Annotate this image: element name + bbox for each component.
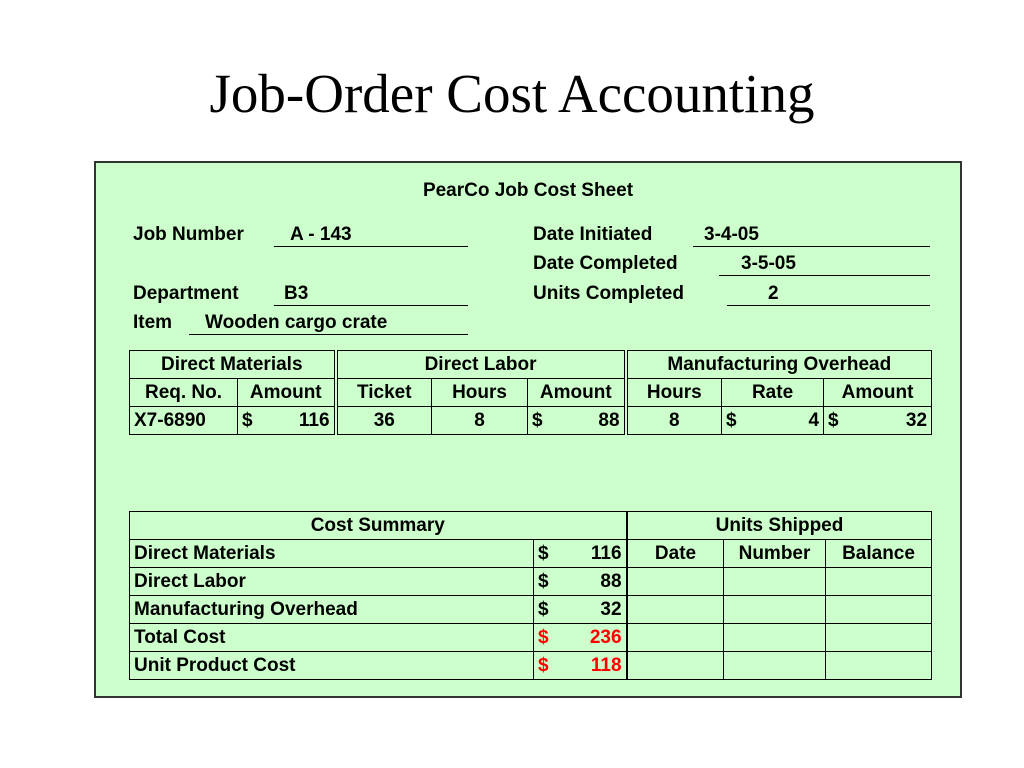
summary-amount-cell — [534, 540, 628, 568]
job-cost-sheet — [94, 161, 962, 698]
col-dm-amount: Amount — [238, 379, 336, 407]
table-row — [628, 596, 932, 624]
summary-label: Total Cost — [130, 624, 534, 652]
item-label: Item — [133, 312, 173, 333]
table-row — [628, 652, 932, 680]
mo-hours-cell: 8 — [626, 407, 722, 435]
unit-product-cost-value: 118 — [590, 655, 622, 676]
empty-cell — [628, 596, 724, 624]
ticket-cell: 36 — [336, 407, 432, 435]
table-row — [130, 596, 628, 624]
dl-amount-cell — [528, 407, 626, 435]
summary-label: Direct Labor — [130, 568, 534, 596]
job-number-value: A - 143 — [290, 224, 352, 245]
summary-amount-value: 116 — [590, 543, 622, 564]
date-initiated-value: 3-4-05 — [704, 224, 759, 245]
req-no-cell: X7-6890 — [130, 407, 238, 435]
date-completed-field — [719, 253, 930, 276]
dm-amount-cell — [238, 407, 336, 435]
group-manufacturing-overhead: Manufacturing Overhead — [626, 351, 932, 379]
units-completed-field — [727, 283, 930, 306]
col-date: Date — [628, 540, 724, 568]
summary-label: Direct Materials — [130, 540, 534, 568]
dm-amount-value: 116 — [298, 410, 330, 431]
group-direct-materials: Direct Materials — [130, 351, 336, 379]
date-initiated-label: Date Initiated — [533, 224, 653, 245]
cost-detail-table — [129, 350, 932, 435]
col-req-no: Req. No. — [130, 379, 238, 407]
col-ticket: Ticket — [336, 379, 432, 407]
department-value: B3 — [284, 283, 309, 304]
item-value: Wooden cargo crate — [205, 312, 388, 333]
currency-symbol: $ — [242, 410, 253, 431]
department-label: Department — [133, 283, 239, 304]
item-field — [189, 312, 468, 335]
table-row — [130, 407, 932, 435]
table-row — [130, 652, 628, 680]
empty-cell — [628, 568, 724, 596]
currency-symbol: $ — [538, 655, 549, 676]
table-row — [628, 624, 932, 652]
dl-hours-cell: 8 — [432, 407, 528, 435]
empty-cell — [628, 624, 724, 652]
rate-value: 4 — [808, 410, 820, 431]
currency-symbol: $ — [538, 571, 549, 592]
summary-amount-cell — [534, 624, 628, 652]
mo-amount-cell — [824, 407, 932, 435]
department-field — [274, 283, 468, 306]
currency-symbol: $ — [538, 627, 549, 648]
table-row — [130, 624, 628, 652]
empty-cell — [826, 624, 932, 652]
date-completed-label: Date Completed — [533, 253, 678, 274]
units-shipped-table — [627, 511, 932, 680]
group-header-row — [130, 351, 932, 379]
currency-symbol: $ — [828, 410, 839, 431]
currency-symbol: $ — [726, 410, 737, 431]
units-shipped-header-row — [628, 512, 932, 540]
cost-summary-header-row — [130, 512, 628, 540]
date-completed-value: 3-5-05 — [741, 253, 796, 274]
cost-summary-table — [129, 511, 630, 680]
empty-cell — [826, 568, 932, 596]
table-row — [130, 540, 628, 568]
summary-amount-value: 32 — [600, 599, 622, 620]
dl-amount-value: 88 — [598, 410, 620, 431]
units-completed-label: Units Completed — [533, 283, 684, 304]
empty-cell — [724, 596, 826, 624]
units-shipped-column-row — [628, 540, 932, 568]
col-mo-hours: Hours — [626, 379, 722, 407]
empty-cell — [628, 652, 724, 680]
job-number-label: Job Number — [133, 224, 244, 245]
units-shipped-title: Units Shipped — [628, 512, 932, 540]
empty-cell — [826, 596, 932, 624]
col-number: Number — [724, 540, 826, 568]
summary-label: Manufacturing Overhead — [130, 596, 534, 624]
group-direct-labor: Direct Labor — [336, 351, 626, 379]
table-row — [628, 568, 932, 596]
sheet-title: PearCo Job Cost Sheet — [422, 180, 634, 201]
units-completed-value: 2 — [768, 283, 779, 304]
mo-amount-value: 32 — [905, 410, 928, 431]
col-balance: Balance — [826, 540, 932, 568]
col-mo-amount: Amount — [824, 379, 932, 407]
summary-amount-cell — [534, 652, 628, 680]
summary-amount-value: 88 — [600, 571, 622, 592]
currency-symbol: $ — [538, 599, 549, 620]
col-rate: Rate — [722, 379, 824, 407]
cost-summary-title: Cost Summary — [130, 512, 628, 540]
summary-amount-cell — [534, 596, 628, 624]
summary-label: Unit Product Cost — [130, 652, 534, 680]
empty-cell — [826, 652, 932, 680]
col-dl-hours: Hours — [432, 379, 528, 407]
currency-symbol: $ — [532, 410, 543, 431]
col-dl-amount: Amount — [528, 379, 626, 407]
column-header-row — [130, 379, 932, 407]
currency-symbol: $ — [538, 543, 549, 564]
summary-amount-cell — [534, 568, 628, 596]
rate-cell — [722, 407, 824, 435]
empty-cell — [724, 624, 826, 652]
slide-title: Job-Order Cost Accounting — [209, 63, 815, 124]
total-cost-value: 236 — [589, 627, 622, 648]
date-initiated-field — [693, 224, 930, 247]
empty-cell — [724, 568, 826, 596]
empty-cell — [724, 652, 826, 680]
table-row — [130, 568, 628, 596]
job-number-field — [274, 224, 468, 247]
